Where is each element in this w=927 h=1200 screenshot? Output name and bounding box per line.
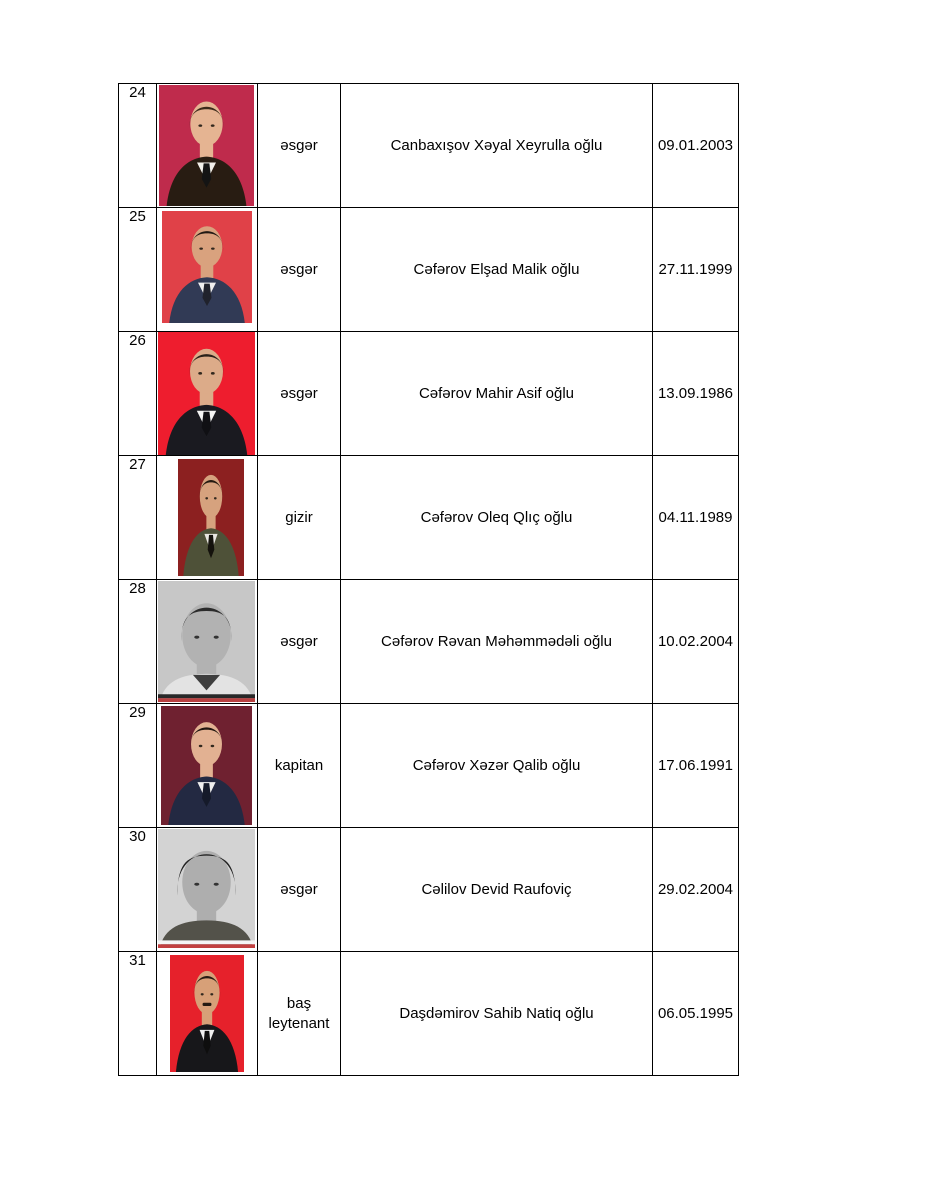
photo-cell [157, 828, 258, 952]
table-row [119, 580, 739, 704]
row-number: 27 [119, 456, 157, 580]
photo-cell [157, 332, 258, 456]
personnel-roster-table [118, 83, 739, 1076]
portrait-photo [157, 704, 257, 827]
table-row [119, 828, 739, 952]
photo-cell [157, 84, 258, 208]
dob-cell: 04.11.1989 [653, 456, 739, 580]
dob-cell: 09.01.2003 [653, 84, 739, 208]
table-row [119, 704, 739, 828]
row-number: 26 [119, 332, 157, 456]
name-cell: Cəfərov Rəvan Məhəmmədəli oğlu [341, 580, 653, 704]
dob-cell: 13.09.1986 [653, 332, 739, 456]
rank-cell: əsgər [258, 208, 341, 332]
name-cell: Cəfərov Xəzər Qalib oğlu [341, 704, 653, 828]
row-number: 25 [119, 208, 157, 332]
table-row [119, 332, 739, 456]
table-row [119, 456, 739, 580]
name-cell: Cəfərov Oleq Qlıç oğlu [341, 456, 653, 580]
photo-cell [157, 580, 258, 704]
rank-cell: baş leytenant [258, 952, 341, 1076]
dob-cell: 06.05.1995 [653, 952, 739, 1076]
row-number: 29 [119, 704, 157, 828]
portrait-photo [157, 208, 257, 331]
row-number: 31 [119, 952, 157, 1076]
rank-cell: gizir [258, 456, 341, 580]
dob-cell: 10.02.2004 [653, 580, 739, 704]
table-row [119, 952, 739, 1076]
photo-cell [157, 208, 258, 332]
name-cell: Cəfərov Elşad Malik oğlu [341, 208, 653, 332]
dob-cell: 27.11.1999 [653, 208, 739, 332]
rank-cell: əsgər [258, 332, 341, 456]
name-cell: Cəfərov Mahir Asif oğlu [341, 332, 653, 456]
photo-cell [157, 704, 258, 828]
table-row [119, 84, 739, 208]
name-cell: Daşdəmirov Sahib Natiq oğlu [341, 952, 653, 1076]
portrait-photo [157, 456, 257, 579]
portrait-photo [157, 828, 257, 951]
rank-cell: əsgər [258, 84, 341, 208]
rank-cell: əsgər [258, 580, 341, 704]
photo-cell [157, 952, 258, 1076]
table-row [119, 208, 739, 332]
portrait-photo [157, 332, 257, 455]
name-cell: Canbaxışov Xəyal Xeyrulla oğlu [341, 84, 653, 208]
row-number: 30 [119, 828, 157, 952]
dob-cell: 29.02.2004 [653, 828, 739, 952]
portrait-photo [157, 84, 257, 207]
rank-cell: əsgər [258, 828, 341, 952]
dob-cell: 17.06.1991 [653, 704, 739, 828]
row-number: 24 [119, 84, 157, 208]
rank-cell: kapitan [258, 704, 341, 828]
portrait-photo [157, 952, 257, 1075]
portrait-photo [157, 580, 257, 703]
photo-cell [157, 456, 258, 580]
row-number: 28 [119, 580, 157, 704]
name-cell: Cəlilov Devid Raufoviç [341, 828, 653, 952]
